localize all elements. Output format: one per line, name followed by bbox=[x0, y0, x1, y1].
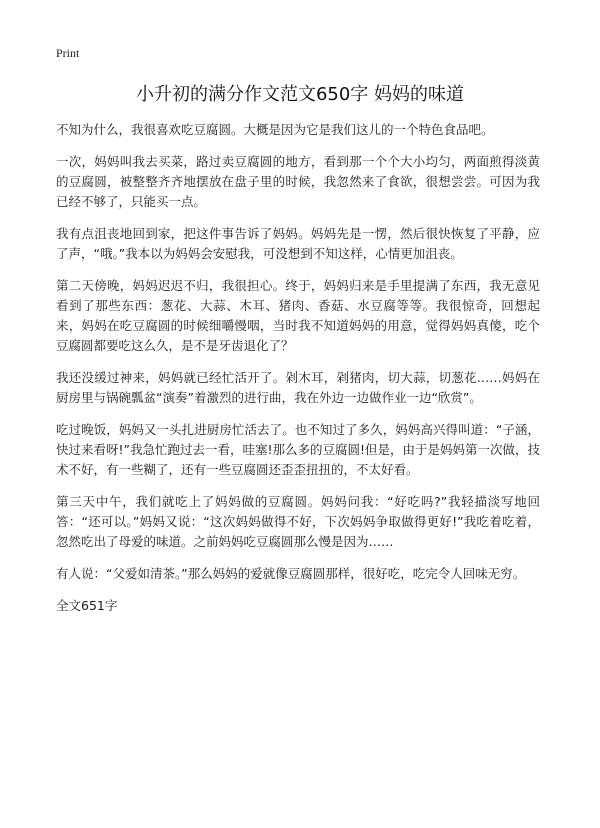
print-link[interactable]: Print bbox=[56, 46, 80, 60]
paragraph: 不知为什么，我很喜欢吃豆腐圆。大概是因为它是我们这儿的一个特色食品吧。 bbox=[56, 122, 494, 137]
paragraph: 第三天中午，我们就吃上了妈妈做的豆腐圆。妈妈问我：“好吃吗?”我轻描淡写地回答：“还可以。”妈妈又说：“这次妈妈做得不好，下次妈妈争取做得更好!”我吃着吃着，忽然吃出了母爱的味道。之前妈妈吃豆腐圆那么慢是因为…… bbox=[56, 494, 540, 549]
paragraph: 有人说：“父爱如清茶。”那么妈妈的爱就像豆腐圆那样，很好吃，吃完令人回味无穷。 bbox=[56, 566, 526, 581]
paragraph: 一次，妈妈叫我去买菜，路过卖豆腐圆的地方，看到那一个个大小均匀，两面煎得淡黄的豆腐圆，被整整齐齐地摆放在盘子里的时候，我忽然来了食欲，很想尝尝。可因为我已经不够了，只能买一点。 bbox=[56, 154, 540, 209]
word-count: 全文651字 bbox=[56, 598, 118, 613]
paragraph: 第二天傍晚，妈妈迟迟不归，我很担心。终于，妈妈归来是手里提满了东西，我无意见看到了那些东西：葱花、大蒜、木耳、猪肉、香菇、水豆腐等等。我很惊奇，回想起来，妈妈在吃豆腐圆的时候细嚼慢咽，当时我不知道妈妈的用意，觉得妈妈真傻，吃个豆腐圆都要吃这么久，是不是牙齿退化了？ bbox=[56, 278, 540, 353]
article-body bbox=[56, 120, 540, 616]
paragraph: 我有点沮丧地回到家，把这件事告诉了妈妈。妈妈先是一愣，然后很快恢复了平静，应了声，“哦。”我本以为妈妈会安慰我，可没想到不知这样，心情更加沮丧。 bbox=[56, 226, 540, 261]
paragraph: 吃过晚饭，妈妈又一头扎进厨房忙活去了。也不知过了多久，妈妈高兴得叫道：“子涵，快过来看呀!”我急忙跑过去一看，哇塞!那么多的豆腐圆!但是，由于是妈妈第一次做，技术不好，有一些糊了，还有一些豆腐圆还歪歪扭扭的，不太好看。 bbox=[56, 422, 541, 477]
paragraph: 我还没缓过神来，妈妈就已经忙活开了。剁木耳，剁猪肉，切大蒜，切葱花……妈妈在厨房里与锅碗瓢盆“演奏”着激烈的进行曲，我在外边一边做作业一边“欣赏”。 bbox=[56, 370, 540, 405]
article-title: 小升初的满分作文范文650字 妈妈的味道 bbox=[135, 84, 465, 105]
